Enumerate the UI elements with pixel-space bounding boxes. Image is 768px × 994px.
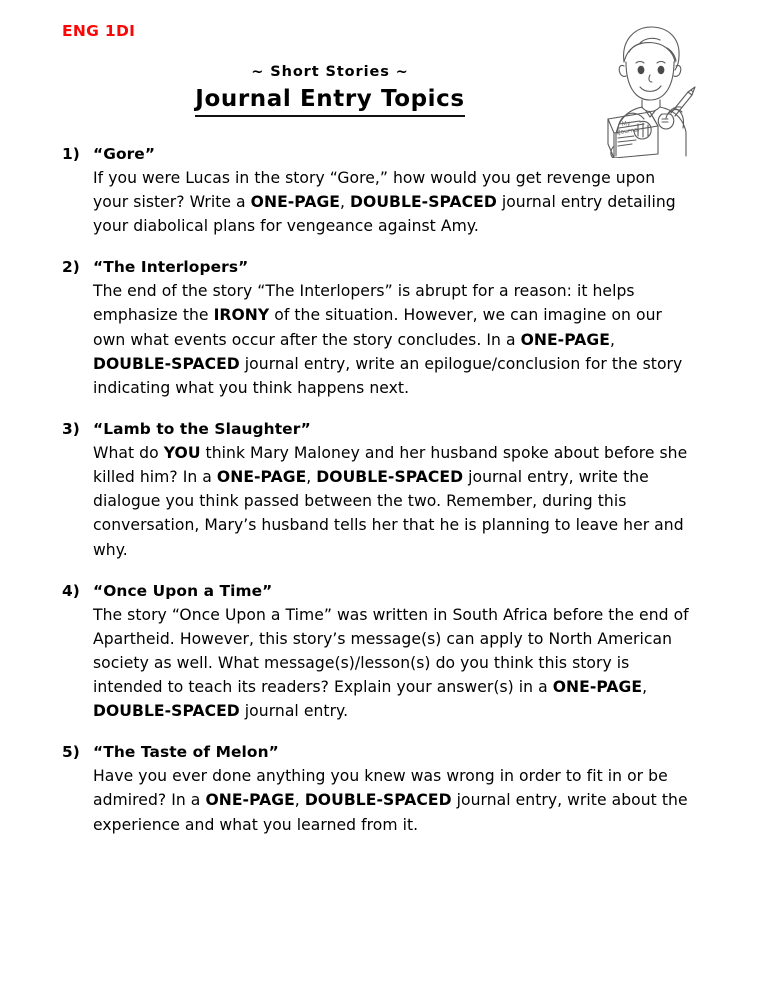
prompt-text: ,	[294, 791, 305, 810]
document-heading	[130, 64, 530, 117]
prompt-text: journal entry, write about the experience and what you learned from it.	[93, 791, 688, 834]
topic-heading	[62, 257, 690, 279]
prompt-text: ,	[306, 468, 317, 487]
emphasis-text: DOUBLE-SPACED	[350, 193, 497, 212]
topic-story-title: “Lamb to the Slaughter”	[93, 420, 311, 438]
topic-number: 5)	[62, 743, 80, 762]
prompt-text: think Mary Maloney and her husband spoke about before she killed him? In a	[93, 443, 688, 487]
emphasis-text: ONE-PAGE	[520, 330, 610, 349]
prompt-text: ,	[340, 193, 351, 212]
topic-number: 3)	[62, 420, 80, 438]
emphasis-text: YOU	[163, 443, 201, 462]
topic-number: 2)	[62, 258, 80, 277]
topic-item	[62, 581, 690, 724]
topic-prompt	[93, 279, 689, 400]
prompt-text: ,	[642, 678, 648, 696]
topic-item	[62, 419, 690, 562]
page-title: Journal Entry Topics	[195, 86, 464, 117]
prompt-text: journal entry, write an epilogue/conclusion for the story indicating what you think happens next.	[93, 354, 683, 397]
emphasis-text: ONE-PAGE	[250, 193, 341, 212]
topic-heading	[62, 581, 690, 603]
emphasis-text: ONE-PAGE	[216, 468, 307, 487]
prompt-text: Have you ever done anything you knew was wrong in order to fit in or be admired? In a	[93, 767, 668, 810]
prompt-text: journal entry, write the dialogue you think passed between the two. Remember, during this conversation, Mary’s husband tells her that he is planning to leave her and why.	[93, 468, 684, 559]
emphasis-text: ONE-PAGE	[205, 791, 295, 810]
emphasis-text: DOUBLE-SPACED	[304, 791, 452, 810]
prompt-text: The end of the story “The Interlopers” is abrupt for a reason: it helps emphasize the	[93, 282, 635, 325]
topic-heading	[62, 742, 690, 764]
prompt-text: The story “Once Upon a Time” was written in South Africa before the end of Apartheid. However, this story’s message(s) can apply to North American society as well. What message(s)/lesson(s) do you think this story is intended to teach its readers? Explain your answer(s) in a	[93, 605, 689, 696]
journal-topics-list	[62, 144, 690, 856]
prompt-text: If you were Lucas in the story “Gore,” how would you get revenge upon your sister? Write a	[93, 168, 656, 212]
prompt-text: journal entry detailing your diabolical plans for vengeance against Amy.	[93, 193, 676, 236]
topic-item	[62, 742, 690, 836]
boy-writing-in-journal-icon	[588, 18, 710, 158]
topic-prompt	[93, 603, 689, 724]
emphasis-text: DOUBLE-SPACED	[316, 468, 464, 487]
prompt-text: journal entry.	[239, 702, 349, 721]
topic-heading	[62, 419, 690, 441]
document-subtitle: ~ Short Stories ~	[251, 64, 409, 80]
topic-number: 4)	[62, 581, 80, 600]
emphasis-text: IRONY	[213, 306, 270, 325]
topic-item	[62, 144, 690, 238]
emphasis-text: DOUBLE-SPACED	[93, 354, 240, 373]
topic-story-title: “Once Upon a Time”	[93, 581, 273, 600]
emphasis-text: DOUBLE-SPACED	[93, 702, 240, 721]
topic-story-title: “Gore”	[93, 145, 156, 163]
course-code: ENG 1DI	[62, 22, 136, 40]
topic-story-title: “The Taste of Melon”	[93, 743, 279, 762]
topic-item	[62, 257, 690, 400]
emphasis-text: ONE-PAGE	[552, 678, 643, 696]
prompt-text: What do	[93, 443, 164, 462]
topic-prompt	[93, 166, 689, 238]
prompt-text: ,	[609, 330, 615, 349]
journal-label-journal: Journal	[618, 126, 640, 136]
topic-prompt	[93, 441, 689, 562]
prompt-text: of the situation. However, we can imagine on our own what events occur after the story concludes. In a	[93, 306, 662, 349]
topic-prompt	[93, 764, 689, 836]
topic-story-title: “The Interlopers”	[93, 258, 249, 277]
topic-heading	[62, 144, 690, 166]
journal-label-my: My	[621, 119, 631, 128]
topic-number: 1)	[62, 145, 80, 163]
